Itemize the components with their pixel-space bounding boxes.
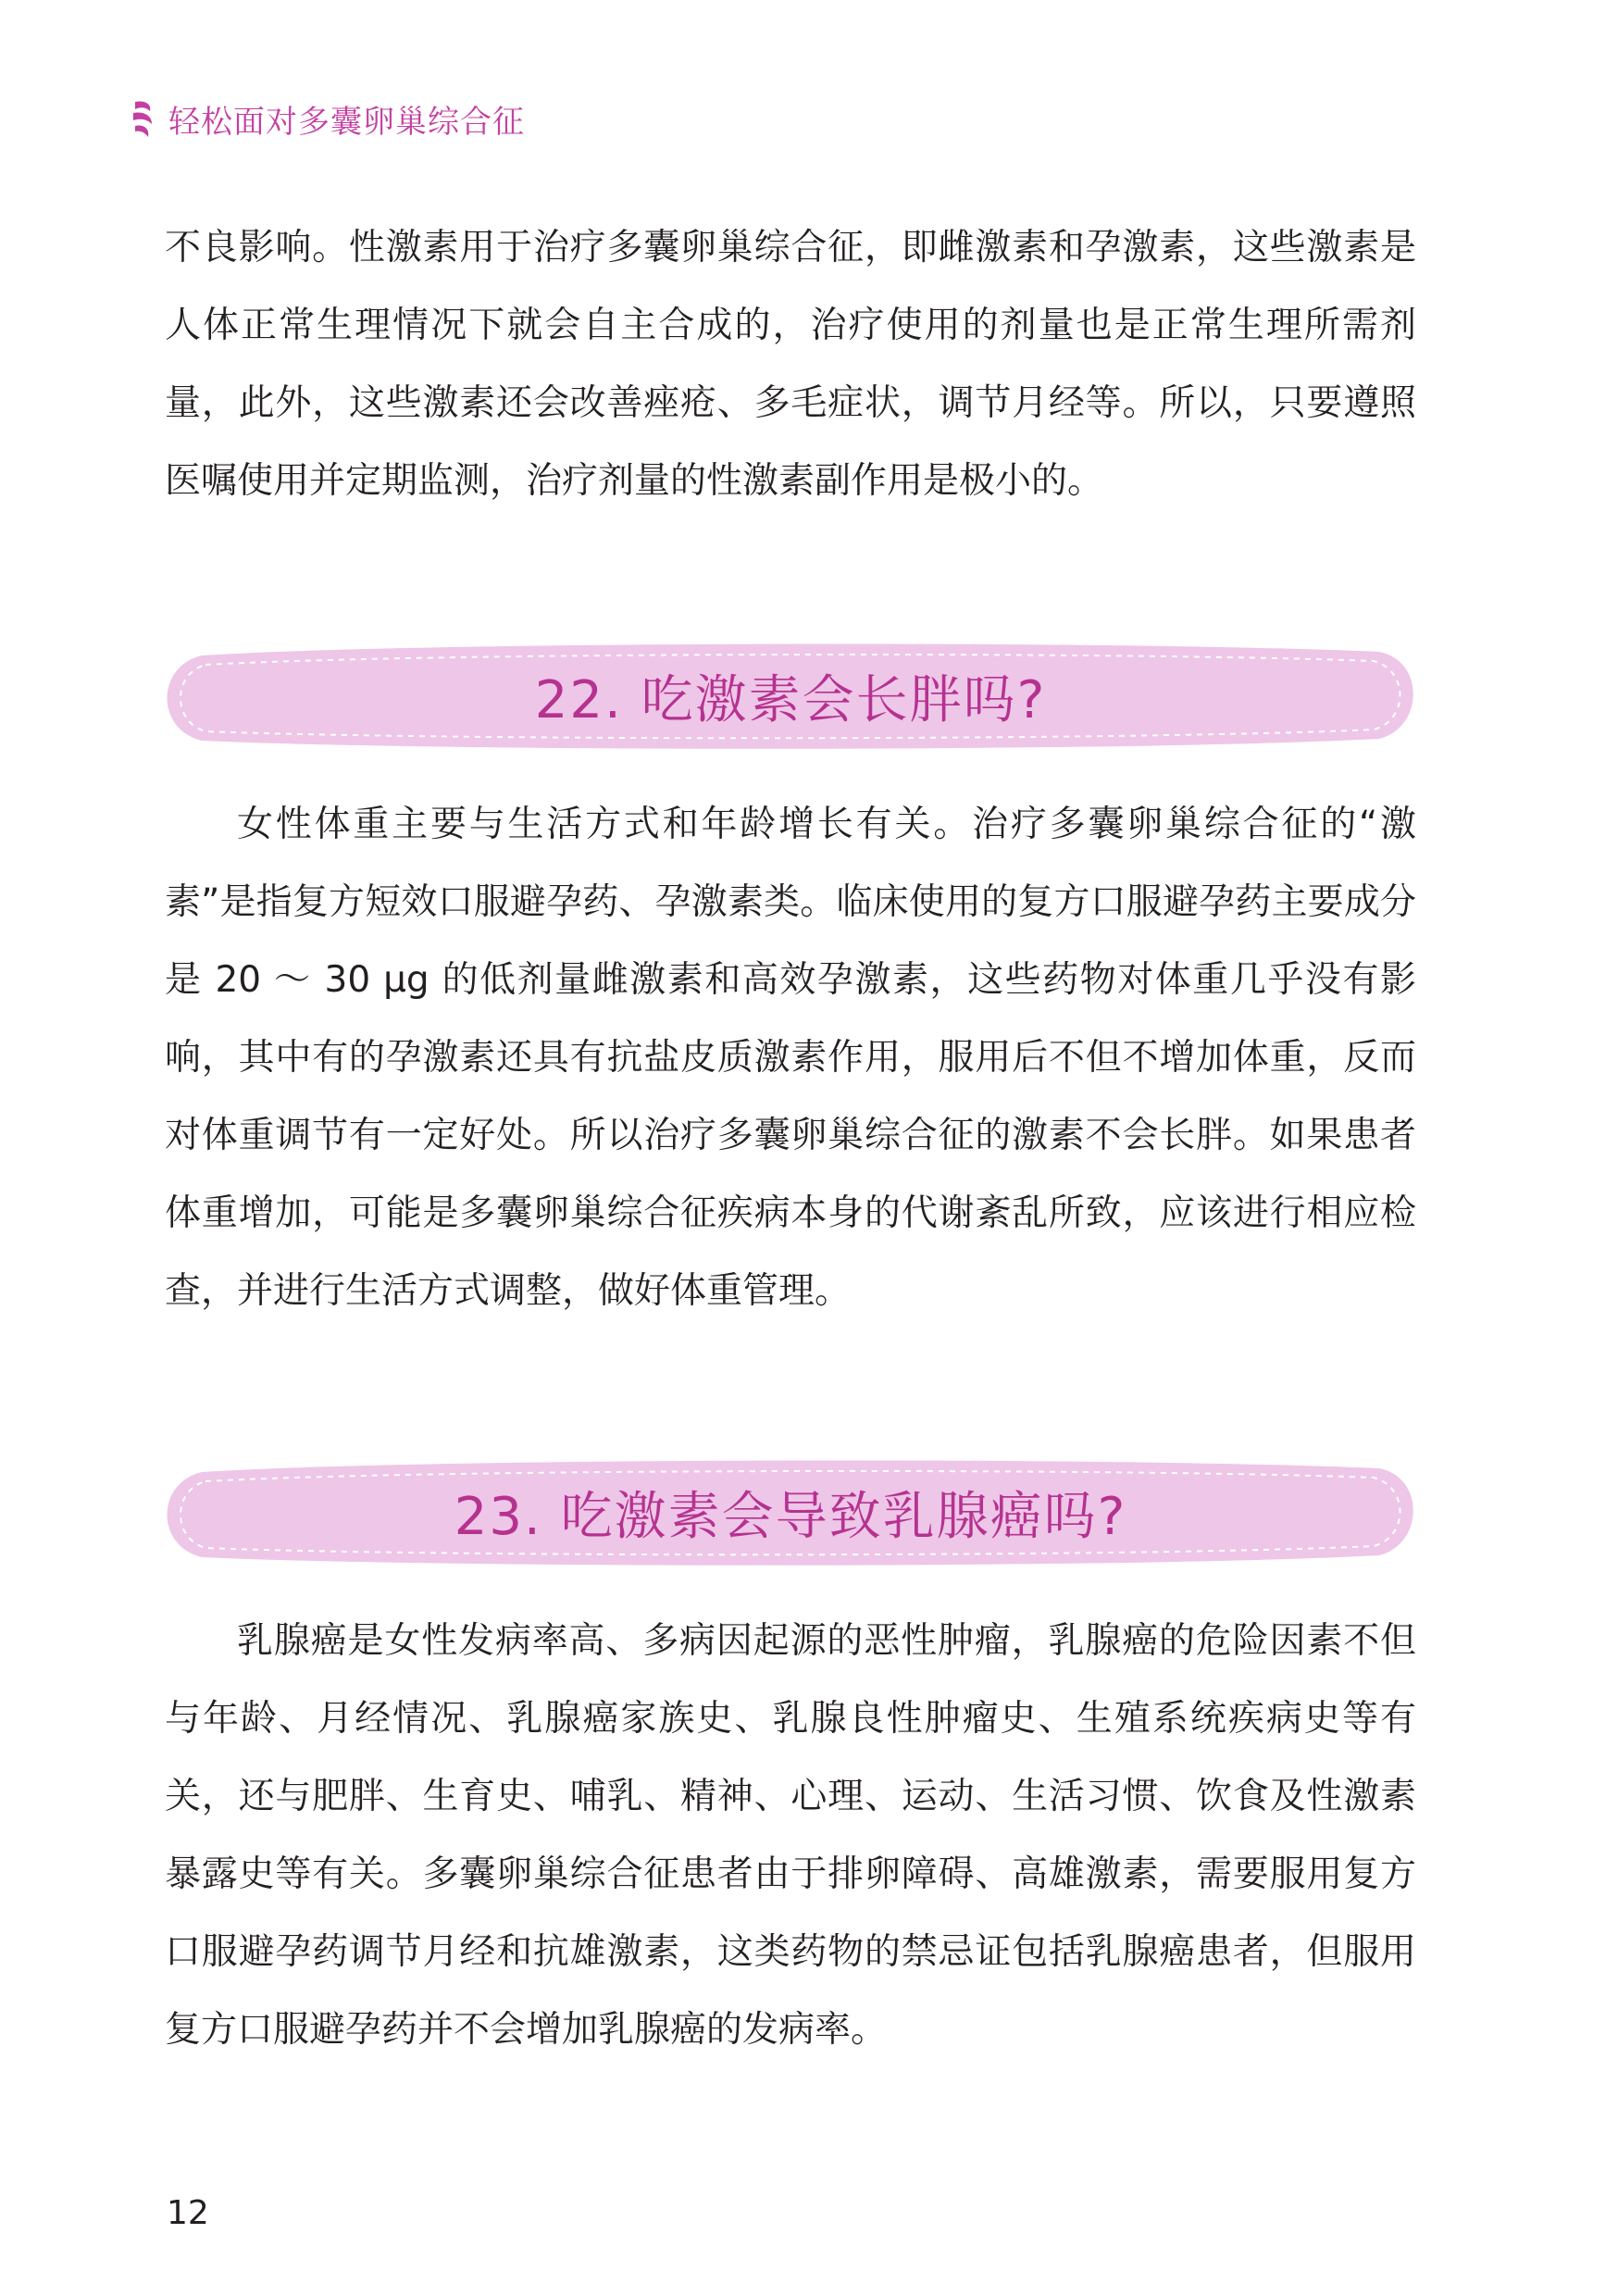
page-number: 12 [167, 2194, 209, 2232]
section-22-banner [165, 643, 1416, 750]
section-23-body: 乳腺癌是女性发病率高、多病因起源的恶性肿瘤，乳腺癌的危险因素不但与年龄、月经情况、乳腺癌家族史、乳腺良性肿瘤史、生殖系统疾病史等有关，还与肥胖、生育史、哺乳、精神、心理、运动、生活习惯、饮食及性激素暴露史等有关。多囊卵巢综合征患者由于排卵障碍、高雄激素，需要服用复方口服避孕药调节月经和抗雄激素，这类药物的禁忌证包括乳腺癌患者，但服用复方口服避孕药并不会增加乳腺癌的发病率。 [165, 1620, 1416, 2051]
section-23-heading: 23. 吃激素会导致乳腺癌吗? [454, 1487, 1127, 1547]
book-title: 轻松面对多囊卵巢综合征 [168, 103, 525, 141]
running-header [130, 93, 525, 144]
section-22-body: 女性体重主要与生活方式和年龄增长有关。治疗多囊卵巢综合征的“激素”是指复方短效口服避孕药、孕激素类。临床使用的复方口服避孕药主要成分是 20 ～ 30 μg 的低剂量雌激素和高效孕激素，这些药物对体重几乎没有影响，其中有的孕激素还具有抗盐皮质激素作用，服用后不但不增加体重，反而对体重调节有一定好处。所以治疗多囊卵巢综合征的激素不会长胖。如果患者体重增加，可能是多囊卵巢综合征疾病本身的代谢紊乱所致，应该进行相应检查，并进行生活方式调整，做好体重管理。 [165, 804, 1416, 1312]
section-23-banner [165, 1459, 1416, 1566]
intro-paragraph: 不良影响。性激素用于治疗多囊卵巢综合征，即雌激素和孕激素，这些激素是人体正常生理情况下就会自主合成的，治疗使用的剂量也是正常生理所需剂量，此外，这些激素还会改善痤疮、多毛症状，调节月经等。所以，只要遵照医嘱使用并定期监测，治疗剂量的性激素副作用是极小的。 [165, 227, 1416, 502]
feather-logo-icon [130, 98, 159, 139]
section-22-heading: 22. 吃激素会长胖吗? [534, 670, 1047, 730]
